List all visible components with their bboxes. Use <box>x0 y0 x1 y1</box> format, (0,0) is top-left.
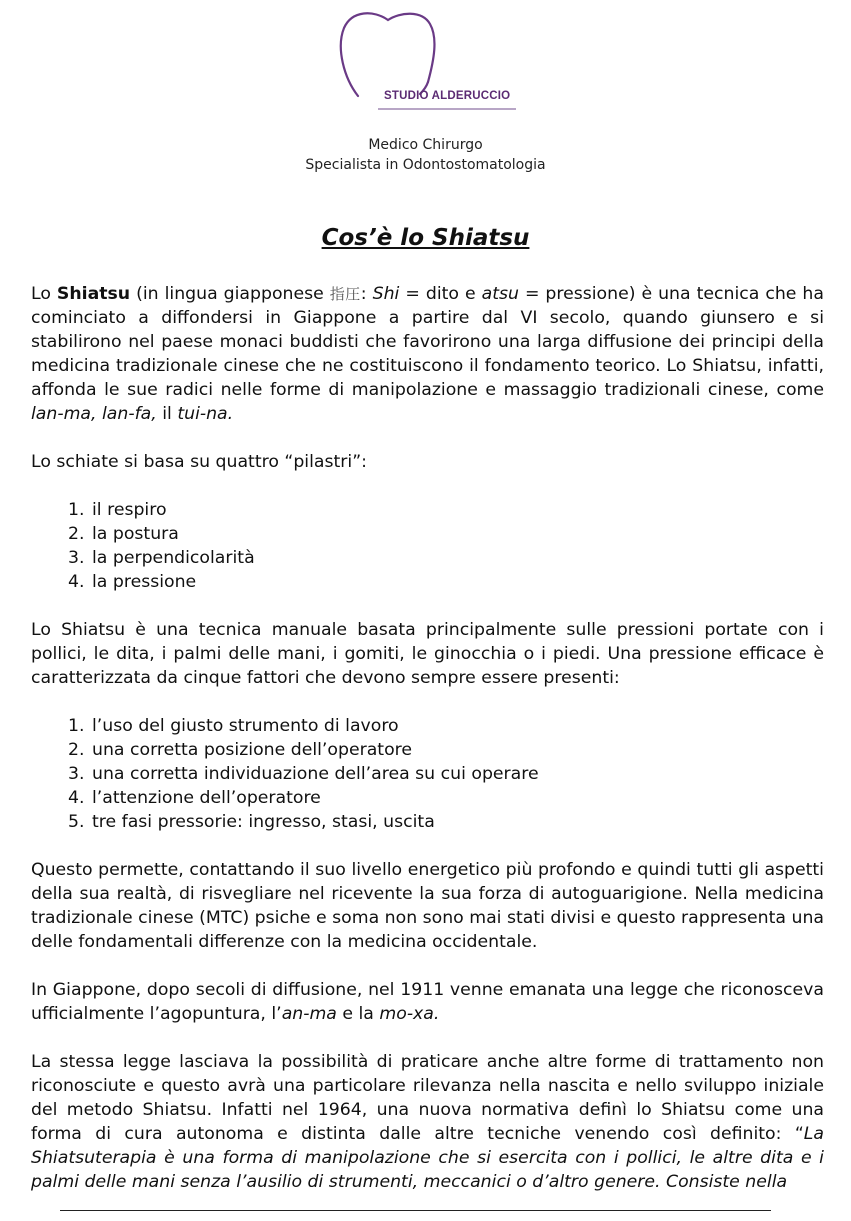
paragraph-energy: Questo permette, contattando il suo livello energetico più profondo e quindi tutti gli aspetti della sua realtà, di risvegliare nel ricevente la sua forza di autoguarigione. Nella medicina tradizionale cinese (MTC) psiche e soma non sono mai stati divisi e questo rappresenta una delle fondamentali differenze con la medicina occidentale. <box>31 860 824 952</box>
paragraph-intro: Lo Shiatsu (in lingua giapponese 指圧: Shi = dito e atsu = pressione) è una tecnica che ha cominciato a diffondersi in Giappone a partire dal VI secolo, quando giunsero e si stabilirono nel paese monaci buddisti che favorirono una larga diffusione dei principi della medicina tradizionale cinese che ne costituiscono il fondamento teorico. Lo Shiatsu, infatti, affonda le sue radici nelle forme di manipolazione e massaggio tradizionali cinese, come lan-ma, lan-fa, il tui-na. <box>31 284 824 424</box>
header-line-1: Medico Chirurgo <box>368 137 483 153</box>
document-title: Cos’è lo Shiatsu <box>321 225 530 251</box>
studio-name: STUDIO ALDERUCCIO <box>384 90 511 102</box>
list-item: 2. la postura <box>90 522 824 546</box>
logo-underline <box>378 108 516 110</box>
paragraph-pillars-intro: Lo schiate si basa su quattro “pilastri”: <box>31 452 367 472</box>
kanji-shiatsu: 指圧 <box>329 285 361 303</box>
list-item: 3. la perpendicolarità <box>90 546 824 570</box>
factors-list <box>31 714 824 834</box>
document-body <box>31 282 824 1194</box>
list-item: 2. una corretta posizione dell’operatore <box>90 738 824 762</box>
term-shiatsu: Shiatsu <box>56 284 131 304</box>
letterhead <box>0 0 851 185</box>
list-item: 5. tre fasi pressorie: ingresso, stasi, uscita <box>90 810 824 834</box>
list-item: 1. l’uso del giusto strumento di lavoro <box>90 714 824 738</box>
header-line-2: Specialista in Odontostomatologia <box>305 157 546 173</box>
list-item: 4. l’attenzione dell’operatore <box>90 786 824 810</box>
footer-divider <box>60 1210 771 1211</box>
pillars-list <box>31 498 824 594</box>
list-item: 1. il respiro <box>90 498 824 522</box>
paragraph-japan-law: In Giappone, dopo secoli di diffusione, nel 1911 venne emanata una legge che riconosceva ufficialmente l’agopuntura, l’an-ma e la mo-xa. <box>31 980 824 1024</box>
paragraph-definition: La stessa legge lasciava la possibilità di praticare anche altre forme di trattamento non riconosciute e questo avrà una particolare rilevanza nella nascita e nello sviluppo iniziale del metodo Shiatsu. Infatti nel 1964, una nuova normativa definì lo Shiatsu come una forma di cura autonoma e distinta dalle altre tecniche venendo così definito: “La Shiatsuterapia è una forma di manipolazione che si esercita con i pollici, le altre dita e i palmi delle mani senza l’ausilio di strumenti, meccanici o d’altro genere. Consiste nella <box>31 1052 824 1192</box>
paragraph-technique: Lo Shiatsu è una tecnica manuale basata principalmente sulle pressioni portate con i pollici, le dita, i palmi delle mani, i gomiti, le ginocchia o i piedi. Una pressione efficace è caratterizzata da cinque fattori che devono sempre essere presenti: <box>31 620 824 688</box>
list-item: 4. la pressione <box>90 570 824 594</box>
list-item: 3. una corretta individuazione dell’area su cui operare <box>90 762 824 786</box>
